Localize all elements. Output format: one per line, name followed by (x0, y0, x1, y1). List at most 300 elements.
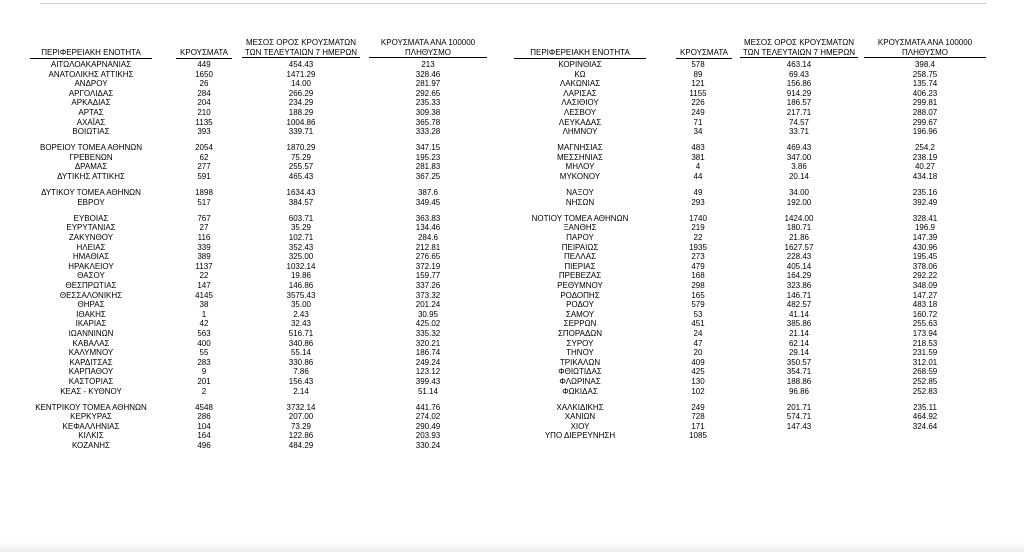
table-row (500, 243, 1024, 253)
region-cell: ΙΩΑΝΝΙΝΩΝ (68, 328, 114, 338)
per100k-cell: 441.76 (415, 402, 441, 412)
table-row (500, 108, 1024, 118)
cases-cell: 249 (691, 402, 705, 412)
per100k-cell: 406.23 (912, 88, 938, 98)
cases-cell: 286 (197, 412, 211, 422)
avg7-cell: 1627.57 (784, 242, 814, 252)
header-cases-label: ΚΡΟΥΣΜΑΤΑ (180, 48, 228, 57)
per100k-cell: 284.6 (417, 233, 439, 242)
table-row (500, 329, 1024, 339)
region-cell: ΔΡΑΜΑΣ (74, 162, 108, 172)
table-row (500, 118, 1024, 128)
table-row (500, 387, 1024, 397)
per100k-cell: 430.96 (912, 242, 938, 252)
cases-cell: 389 (197, 252, 211, 262)
avg7-cell: 186.57 (786, 98, 812, 108)
avg7-cell: 463.14 (786, 60, 812, 69)
per100k-cell: 159.77 (415, 271, 441, 281)
table-row (500, 153, 1024, 163)
table-row (0, 60, 500, 70)
avg7-cell: 454.43 (288, 60, 314, 69)
table-row (500, 348, 1024, 358)
region-cell: ΠΡΕΒΕΖΑΣ (558, 271, 602, 281)
table-row (500, 431, 1024, 441)
table-row (500, 291, 1024, 301)
avg7-cell: 188.29 (288, 107, 314, 117)
region-cell: ΑΡΚΑΔΙΑΣ (71, 98, 111, 108)
table-row (0, 153, 500, 163)
cases-cell: 38 (199, 300, 209, 310)
avg7-cell: 156.86 (786, 79, 812, 89)
region-cell: ΒΟΡΕΙΟΥ ΤΟΜΕΑ ΑΘΗΝΩΝ (39, 143, 143, 153)
cases-cell: 1935 (689, 242, 707, 252)
avg7-cell: 1424.00 (784, 213, 814, 223)
header-avg7-line1: ΜΕΣΟΣ ΟΡΟΣ ΚΡΟΥΣΜΑΤΩΝ (245, 38, 357, 47)
table-row (500, 79, 1024, 89)
avg7-cell: 1634.43 (286, 188, 316, 198)
per100k-cell: 330.24 (415, 440, 441, 450)
per100k-cell: 292.22 (912, 271, 938, 281)
avg7-cell: 188.86 (786, 376, 812, 386)
cases-cell: 4145 (195, 290, 213, 300)
header-cases-label: ΚΡΟΥΣΜΑΤΑ (680, 48, 728, 57)
cases-cell: 273 (691, 252, 705, 262)
cases-cell: 591 (197, 172, 211, 182)
region-cell: ΙΚΑΡΙΑΣ (75, 319, 107, 329)
cases-cell: 147 (197, 280, 211, 290)
per100k-cell: 213 (421, 60, 435, 69)
avg7-cell: 34.00 (788, 188, 810, 198)
avg7-cell: 146.71 (786, 290, 812, 300)
cases-cell: 44 (693, 172, 703, 182)
per100k-cell: 349.45 (415, 197, 441, 207)
table-row (0, 339, 500, 349)
per100k-cell: 195.23 (415, 152, 441, 162)
per100k-cell: 212.81 (415, 242, 441, 252)
table-row (0, 188, 500, 198)
header-per100k-line2: ΠΛΗΘΥΣΜΟ (901, 47, 949, 57)
cases-cell: 42 (199, 319, 209, 329)
per100k-cell: 348.09 (912, 280, 938, 290)
table-row (0, 348, 500, 358)
region-cell: ΛΑΡΙΣΑΣ (563, 88, 597, 98)
cases-cell: 165 (691, 290, 705, 300)
table-row (500, 422, 1024, 432)
cases-cell: 130 (691, 376, 705, 386)
table-row (500, 198, 1024, 208)
per100k-cell: 235.33 (415, 98, 441, 108)
table-row (0, 377, 500, 387)
region-cell: ΝΑΞΟΥ (566, 188, 594, 198)
cases-cell: 71 (693, 117, 703, 127)
avg7-cell: 96.86 (788, 386, 810, 396)
region-cell: ΚΕΦΑΛΛΗΝΙΑΣ (62, 421, 120, 431)
region-cell: ΑΙΤΩΛΟΑΚΑΡΝΑΝΙΑΣ (50, 60, 132, 69)
table-row (0, 233, 500, 243)
region-cell: ΑΡΤΑΣ (78, 107, 104, 117)
avg7-cell: 147.43 (786, 421, 812, 431)
region-cell: ΛΕΥΚΑΔΑΣ (558, 117, 602, 127)
header-region-label: ΠΕΡΙΦΕΡΕΙΑΚΗ ΕΝΟΤΗΤΑ (41, 48, 141, 57)
cases-cell: 578 (691, 60, 705, 69)
left-header-per100k (369, 38, 487, 58)
right-header-cases (676, 48, 732, 59)
cases-cell: 449 (197, 60, 211, 69)
region-cell: ΠΕΙΡΑΙΩΣ (561, 242, 599, 252)
table-row (500, 367, 1024, 377)
avg7-cell: 217.71 (786, 107, 812, 117)
region-cell: ΣΥΡΟΥ (566, 338, 594, 348)
cases-cell: 27 (199, 223, 209, 233)
per100k-cell: 392.49 (912, 197, 938, 207)
region-cell: ΘΗΡΑΣ (77, 300, 105, 310)
region-cell: ΚΩ (574, 69, 586, 79)
left-header-cases (176, 48, 232, 59)
cases-cell: 22 (199, 271, 209, 281)
avg7-cell: 35.00 (290, 300, 312, 310)
per100k-cell: 281.83 (415, 162, 441, 172)
table-row (0, 262, 500, 272)
per100k-cell: 249.24 (415, 357, 441, 367)
region-cell: ΗΡΑΚΛΕΙΟΥ (68, 261, 114, 271)
table-row (0, 329, 500, 339)
cases-cell: 728 (691, 412, 705, 422)
region-cell: ΣΑΜΟΥ (565, 309, 595, 319)
per100k-cell: 173.94 (912, 328, 938, 338)
per100k-cell: 281.97 (415, 79, 441, 89)
left-header-avg7 (242, 38, 360, 58)
table-row (500, 252, 1024, 262)
per100k-cell: 309.38 (415, 107, 441, 117)
cases-cell: 204 (197, 98, 211, 108)
region-cell: ΕΥΡΥΤΑΝΙΑΣ (66, 223, 116, 233)
avg7-cell: 339.71 (288, 127, 314, 137)
per100k-cell: 123.12 (415, 367, 441, 377)
region-cell: ΚΑΡΔΙΤΣΑΣ (69, 357, 113, 367)
per100k-cell: 40.27 (914, 162, 936, 172)
per100k-cell: 373.32 (415, 290, 441, 300)
cases-cell: 121 (691, 79, 705, 89)
cases-cell: 201 (197, 376, 211, 386)
avg7-cell: 914.29 (786, 88, 812, 98)
cases-cell: 496 (197, 440, 211, 450)
table-row (500, 319, 1024, 329)
region-cell: ΗΛΕΙΑΣ (76, 242, 106, 252)
region-cell: ΚΑΒΑΛΑΣ (72, 338, 110, 348)
avg7-cell: 234.29 (288, 98, 314, 108)
region-cell: ΖΑΚΥΝΘΟΥ (68, 233, 114, 242)
region-cell: ΦΘΙΩΤΙΔΑΣ (558, 367, 602, 377)
per100k-cell: 238.19 (912, 152, 938, 162)
avg7-cell: 21.86 (788, 233, 810, 242)
table-row (0, 300, 500, 310)
avg7-cell: 266.29 (288, 88, 314, 98)
table-row (0, 412, 500, 422)
table-row (500, 281, 1024, 291)
cases-cell: 49 (693, 188, 703, 198)
per100k-cell: 347.15 (415, 143, 441, 153)
cases-cell: 283 (197, 357, 211, 367)
table-row (500, 233, 1024, 243)
cases-cell: 226 (691, 98, 705, 108)
region-cell: ΚΕΑΣ - ΚΥΘΝΟΥ (60, 386, 122, 396)
per100k-cell: 378.06 (912, 261, 938, 271)
per100k-cell: 372.19 (415, 261, 441, 271)
per100k-cell: 363.83 (415, 213, 441, 223)
table-row (0, 281, 500, 291)
cases-cell: 284 (197, 88, 211, 98)
avg7-cell: 2.43 (293, 309, 309, 319)
table-row (0, 143, 500, 153)
table-row (500, 89, 1024, 99)
per100k-cell: 186.74 (415, 348, 441, 358)
per100k-cell: 134.46 (415, 223, 441, 233)
table-row (500, 412, 1024, 422)
avg7-cell: 325.00 (288, 252, 314, 262)
per100k-cell: 252.83 (912, 386, 938, 396)
per100k-cell: 160.72 (912, 309, 938, 319)
region-cell: ΝΟΤΙΟΥ ΤΟΜΕΑ ΑΘΗΝΩΝ (531, 213, 629, 223)
table-row (0, 198, 500, 208)
cases-cell: 249 (691, 107, 705, 117)
avg7-cell: 74.57 (788, 117, 810, 127)
avg7-cell: 69.43 (788, 69, 810, 79)
region-cell: ΠΙΕΡΙΑΣ (564, 261, 596, 271)
per100k-cell: 399.43 (415, 376, 441, 386)
table-row (0, 98, 500, 108)
avg7-cell: 323.86 (786, 280, 812, 290)
table-row (0, 358, 500, 368)
region-cell: ΘΕΣΣΑΛΟΝΙΚΗΣ (59, 290, 123, 300)
avg7-cell: 7.86 (293, 367, 309, 377)
region-cell: ΘΑΣΟΥ (77, 271, 105, 281)
avg7-cell: 405.14 (786, 261, 812, 271)
avg7-cell: 385.86 (786, 319, 812, 329)
region-cell: ΧΑΝΙΩΝ (564, 412, 596, 422)
table-row (0, 214, 500, 224)
cases-cell: 425 (691, 367, 705, 377)
region-cell: ΛΕΣΒΟΥ (563, 107, 597, 117)
cases-cell: 24 (693, 328, 703, 338)
table-row (500, 98, 1024, 108)
region-cell: ΒΟΙΩΤΙΑΣ (72, 127, 110, 137)
per100k-cell: 337.26 (415, 280, 441, 290)
region-cell: ΦΛΩΡΙΝΑΣ (559, 376, 601, 386)
cases-cell: 339 (197, 242, 211, 252)
cases-cell: 1137 (195, 261, 213, 271)
cases-cell: 20 (693, 348, 703, 358)
cases-cell: 517 (197, 197, 211, 207)
cases-cell: 293 (691, 197, 705, 207)
region-cell: ΜΗΛΟΥ (565, 162, 595, 172)
table-row (500, 162, 1024, 172)
per100k-cell: 196.9 (914, 223, 936, 233)
cases-cell: 116 (197, 233, 211, 242)
table-row (0, 367, 500, 377)
avg7-cell: 122.86 (288, 431, 314, 441)
region-cell: ΜΥΚΟΝΟΥ (559, 172, 601, 182)
region-cell: ΚΟΖΑΝΗΣ (71, 440, 111, 450)
avg7-cell: 1471.29 (286, 69, 316, 79)
table-row (0, 127, 500, 137)
region-cell: ΓΡΕΒΕΝΩΝ (69, 152, 113, 162)
region-cell: ΜΕΣΣΗΝΙΑΣ (557, 152, 603, 162)
region-cell: ΚΑΡΠΑΘΟΥ (68, 367, 114, 377)
per100k-cell: 425.02 (415, 319, 441, 329)
cases-cell: 400 (197, 338, 211, 348)
avg7-cell: 3575.43 (286, 290, 316, 300)
per100k-cell: 464.92 (912, 412, 938, 422)
right-table-body (500, 60, 1024, 441)
table-row (0, 431, 500, 441)
per100k-cell: 218.53 (912, 338, 938, 348)
table-row (0, 162, 500, 172)
cases-cell: 1155 (689, 88, 707, 98)
header-avg7-line2: ΤΩΝ ΤΕΛΕΥΤΑΙΩΝ 7 ΗΜΕΡΩΝ (244, 47, 358, 57)
table-row (500, 188, 1024, 198)
cases-cell: 47 (693, 338, 703, 348)
per100k-cell: 252.85 (912, 376, 938, 386)
cases-cell: 2 (201, 386, 207, 396)
avg7-cell: 192.00 (786, 197, 812, 207)
table-row (500, 300, 1024, 310)
avg7-cell: 484.29 (288, 440, 314, 450)
cases-cell: 1650 (195, 69, 213, 79)
right-header-region (514, 48, 646, 59)
cases-cell: 381 (691, 152, 705, 162)
avg7-cell: 55.14 (290, 348, 312, 358)
per100k-cell: 324.64 (912, 421, 938, 431)
table-row (0, 291, 500, 301)
region-cell: ΞΑΝΘΗΣ (563, 223, 597, 233)
region-cell: ΣΕΡΡΩΝ (563, 319, 597, 329)
per100k-cell: 51.14 (417, 386, 439, 396)
avg7-cell: 20.14 (788, 172, 810, 182)
avg7-cell: 19.86 (290, 271, 312, 281)
table-row (0, 403, 500, 413)
region-cell: ΑΝΑΤΟΛΙΚΗΣ ΑΤΤΙΚΗΣ (48, 69, 134, 79)
avg7-cell: 2.14 (293, 386, 309, 396)
table-row (500, 60, 1024, 70)
cases-cell: 2054 (195, 143, 213, 153)
cases-cell: 1135 (195, 117, 213, 127)
cases-cell: 4548 (195, 402, 213, 412)
per100k-cell: 387.6 (417, 188, 439, 198)
cases-cell: 26 (199, 79, 209, 89)
per100k-cell: 299.81 (912, 98, 938, 108)
avg7-cell: 465.43 (288, 172, 314, 182)
table-row (0, 422, 500, 432)
header-per100k-line1: ΚΡΟΥΣΜΑΤΑ ΑΝΑ 100000 (380, 38, 476, 47)
avg7-cell: 41.14 (788, 309, 810, 319)
region-cell: ΧΙΟΥ (570, 421, 590, 431)
per100k-cell: 335.32 (415, 328, 441, 338)
region-cell: ΦΩΚΙΔΑΣ (562, 386, 598, 396)
avg7-cell: 21.14 (788, 328, 810, 338)
table-row (500, 223, 1024, 233)
table-row (0, 223, 500, 233)
avg7-cell: 347.00 (786, 152, 812, 162)
table-row (0, 271, 500, 281)
avg7-cell: 102.71 (288, 233, 314, 242)
cases-cell: 9 (201, 367, 207, 377)
header-avg7-line2: ΤΩΝ ΤΕΛΕΥΤΑΙΩΝ 7 ΗΜΕΡΩΝ (742, 47, 856, 57)
per100k-cell: 333.28 (415, 127, 441, 137)
region-cell: ΝΗΣΩΝ (565, 197, 595, 207)
per100k-cell: 328.41 (912, 213, 938, 223)
region-cell: ΑΡΓΟΛΙΔΑΣ (68, 88, 114, 98)
table-row (0, 319, 500, 329)
avg7-cell: 164.29 (786, 271, 812, 281)
table-row (500, 143, 1024, 153)
region-cell: ΚΕΝΤΡΙΚΟΥ ΤΟΜΕΑ ΑΘΗΝΩΝ (35, 402, 147, 412)
avg7-cell: 1032.14 (286, 261, 316, 271)
cases-cell: 62 (199, 152, 209, 162)
per100k-cell: 274.02 (415, 412, 441, 422)
region-cell: ΕΒΡΟΥ (77, 197, 105, 207)
region-cell: ΣΠΟΡΑΔΩΝ (557, 328, 603, 338)
avg7-cell: 352.43 (288, 242, 314, 252)
region-cell: ΥΠΟ ΔΙΕΡΕΥΝΗΣΗ (544, 431, 616, 441)
avg7-cell: 516.71 (288, 328, 314, 338)
table-row (0, 387, 500, 397)
per100k-cell: 367.25 (415, 172, 441, 182)
table-row (500, 127, 1024, 137)
region-cell: ΡΟΔΟΠΗΣ (560, 290, 600, 300)
avg7-cell: 228.43 (786, 252, 812, 262)
region-cell: ΛΑΣΙΘΙΟΥ (561, 98, 599, 108)
cases-cell: 53 (693, 309, 703, 319)
per100k-cell: 320.21 (415, 338, 441, 348)
table-row (500, 70, 1024, 80)
left-table-body (0, 60, 500, 451)
region-cell: ΚΟΡΙΝΘΙΑΣ (558, 60, 602, 69)
cases-cell: 104 (197, 421, 211, 431)
per100k-cell: 231.59 (912, 348, 938, 358)
table-row (0, 172, 500, 182)
table-row (500, 358, 1024, 368)
avg7-cell: 201.71 (786, 402, 812, 412)
table-row (0, 243, 500, 253)
cases-cell: 479 (691, 261, 705, 271)
region-cell: ΔΥΤΙΚΗΣ ΑΤΤΙΚΗΣ (57, 172, 125, 182)
per100k-cell: 292.65 (415, 88, 441, 98)
region-cell: ΘΕΣΠΡΩΤΙΑΣ (65, 280, 117, 290)
cases-cell: 4 (695, 162, 701, 172)
bottom-shadow (0, 542, 1024, 552)
region-cell: ΤΡΙΚΑΛΩΝ (559, 357, 601, 367)
table-row (500, 403, 1024, 413)
cases-cell: 1898 (195, 188, 213, 198)
cases-cell: 298 (691, 280, 705, 290)
table-row (0, 79, 500, 89)
table-row (500, 262, 1024, 272)
region-cell: ΜΑΓΝΗΣΙΑΣ (557, 143, 603, 153)
table-row (500, 377, 1024, 387)
avg7-cell: 180.71 (786, 223, 812, 233)
region-cell: ΡΟΔΟΥ (566, 300, 594, 310)
region-cell: ΠΑΡΟΥ (566, 233, 594, 242)
region-cell: ΚΙΛΚΙΣ (78, 431, 104, 441)
avg7-cell: 3732.14 (286, 402, 316, 412)
region-cell: ΤΗΝΟΥ (566, 348, 594, 358)
cases-cell: 22 (693, 233, 703, 242)
per100k-cell: 299.67 (912, 117, 938, 127)
top-rule (40, 3, 986, 4)
cases-cell: 102 (691, 386, 705, 396)
region-cell: ΑΝΔΡΟΥ (74, 79, 108, 89)
cases-cell: 171 (691, 421, 705, 431)
